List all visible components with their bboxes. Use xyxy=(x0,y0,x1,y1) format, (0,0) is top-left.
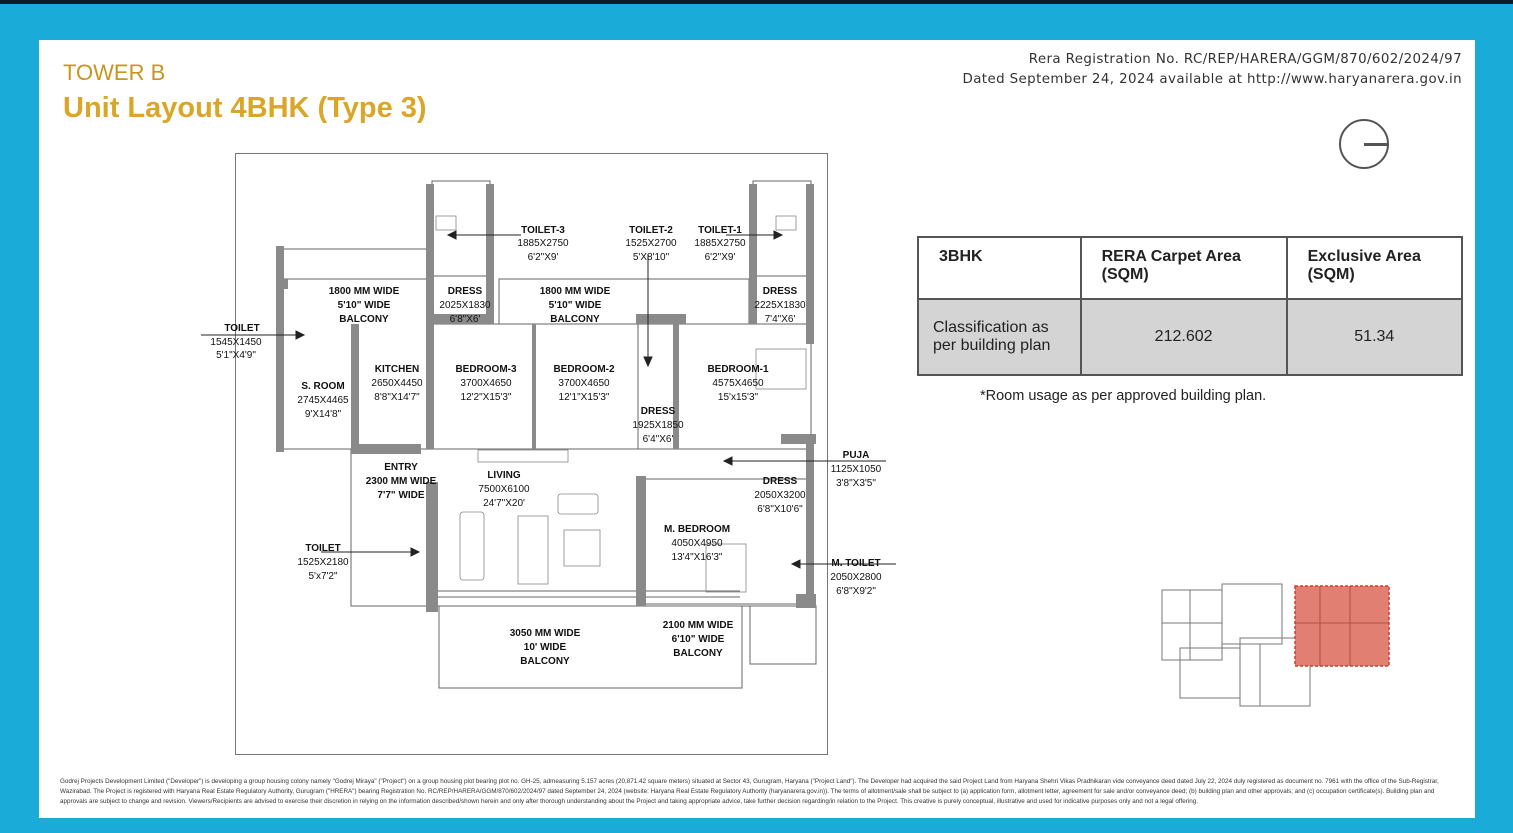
rera-line-2: Dated September 24, 2024 available at http://www.haryanarera.gov.in xyxy=(962,72,1462,87)
header-carpet-area: RERA Carpet Area (SQM) xyxy=(1081,237,1287,299)
plan-label-sroom xyxy=(297,381,349,420)
balcony-top-left xyxy=(281,249,431,279)
svg-text:6'2"X9': 6'2"X9' xyxy=(527,252,559,263)
svg-text:1800 MM WIDE: 1800 MM WIDE xyxy=(328,286,400,297)
plan-label-balcony-bottom xyxy=(510,628,581,667)
svg-text:TOILET-3: TOILET-3 xyxy=(521,225,565,236)
svg-text:PUJA: PUJA xyxy=(842,450,870,461)
svg-text:6'10" WIDE: 6'10" WIDE xyxy=(671,634,725,645)
svg-text:5'x7'2": 5'x7'2" xyxy=(308,571,338,582)
svg-text:1125X1050: 1125X1050 xyxy=(830,464,882,475)
living-outline xyxy=(351,449,811,606)
svg-text:24'7"X20': 24'7"X20' xyxy=(483,498,525,509)
svg-text:1800 MM WIDE: 1800 MM WIDE xyxy=(539,286,611,297)
svg-text:5'X8'10": 5'X8'10" xyxy=(632,252,670,263)
svg-text:1885X2750: 1885X2750 xyxy=(517,238,569,249)
tower-label: TOWER B xyxy=(63,60,166,85)
area-table-row xyxy=(918,299,1462,375)
highlighted-unit xyxy=(1295,586,1389,666)
plan-label-living xyxy=(478,470,530,509)
svg-text:2050X2800: 2050X2800 xyxy=(830,572,882,583)
svg-text:6'2"X9': 6'2"X9' xyxy=(704,252,736,263)
plan-label-dress-mbed xyxy=(754,476,806,515)
svg-text:KITCHEN: KITCHEN xyxy=(374,364,420,375)
compass-needle xyxy=(1364,143,1388,146)
svg-text:3050 MM WIDE: 3050 MM WIDE xyxy=(509,628,581,639)
svg-text:TOILET: TOILET xyxy=(224,323,260,334)
svg-text:2225X1830: 2225X1830 xyxy=(754,300,806,311)
svg-text:2050X3200: 2050X3200 xyxy=(754,490,806,501)
plan-label-toilet2 xyxy=(625,225,677,263)
svg-text:2650X4450: 2650X4450 xyxy=(371,378,423,389)
svg-text:5'10" WIDE: 5'10" WIDE xyxy=(337,300,391,311)
floor-plan xyxy=(210,153,882,755)
svg-text:8'8"X14'7": 8'8"X14'7" xyxy=(374,392,420,403)
svg-text:7'7" WIDE: 7'7" WIDE xyxy=(377,490,425,501)
plan-label-bedroom2 xyxy=(553,364,615,403)
svg-text:TOILET: TOILET xyxy=(305,543,341,554)
svg-text:BALCONY: BALCONY xyxy=(339,314,389,325)
row-label: Classification as per building plan xyxy=(918,299,1081,375)
plan-label-mbedroom xyxy=(664,524,730,563)
floor-plan-drawing xyxy=(210,154,882,756)
exclusive-area-value: 51.34 xyxy=(1287,299,1462,375)
balcony-top-mid xyxy=(499,279,749,324)
svg-text:6'8"X10'6": 6'8"X10'6" xyxy=(757,504,803,515)
svg-text:2100 MM WIDE: 2100 MM WIDE xyxy=(662,620,734,631)
svg-text:BEDROOM-1: BEDROOM-1 xyxy=(707,364,769,375)
svg-text:10' WIDE: 10' WIDE xyxy=(523,642,567,653)
key-plan xyxy=(1160,578,1392,712)
plan-label-balcony-bottom2 xyxy=(663,620,734,659)
svg-text:BALCONY: BALCONY xyxy=(550,314,600,325)
north-compass-icon xyxy=(1339,119,1389,169)
svg-text:BEDROOM-2: BEDROOM-2 xyxy=(553,364,615,375)
top-border xyxy=(0,0,1513,4)
svg-text:15'x15'3": 15'x15'3" xyxy=(717,392,759,403)
svg-text:1525X2180: 1525X2180 xyxy=(297,557,349,568)
plan-label-balcony-left xyxy=(329,286,400,325)
plan-label-toilet-lower xyxy=(297,543,349,582)
header-exclusive-area: Exclusive Area (SQM) xyxy=(1287,237,1462,299)
area-table-header-row xyxy=(918,237,1462,299)
svg-text:4050X4950: 4050X4950 xyxy=(671,538,723,549)
plan-label-kitchen xyxy=(371,364,423,403)
plan-label-toilet3 xyxy=(517,225,569,263)
svg-text:DRESS: DRESS xyxy=(762,476,798,487)
svg-text:7500X6100: 7500X6100 xyxy=(478,484,530,495)
svg-text:6'8"X6': 6'8"X6' xyxy=(449,314,481,325)
svg-text:7'4"X6': 7'4"X6' xyxy=(764,314,796,325)
svg-text:12'1"X15'3": 12'1"X15'3" xyxy=(558,392,610,403)
area-table xyxy=(917,236,1463,376)
balcony-bottom xyxy=(439,606,742,688)
shaft-left xyxy=(432,181,490,276)
svg-text:3'8"X3'5": 3'8"X3'5" xyxy=(836,478,876,489)
plan-label-mtoilet xyxy=(830,558,882,597)
plan-label-balcony-mid xyxy=(540,286,611,325)
svg-text:1525X2700: 1525X2700 xyxy=(625,238,677,249)
rera-registration xyxy=(962,50,1462,90)
svg-text:DRESS: DRESS xyxy=(447,286,483,297)
svg-text:1545X1450: 1545X1450 xyxy=(210,337,262,348)
svg-text:LIVING: LIVING xyxy=(487,470,521,481)
plan-label-dress-right xyxy=(754,286,806,325)
svg-text:5'10" WIDE: 5'10" WIDE xyxy=(548,300,602,311)
svg-text:2300 MM WIDE: 2300 MM WIDE xyxy=(365,476,437,487)
svg-text:BEDROOM-3: BEDROOM-3 xyxy=(455,364,517,375)
svg-text:6'8"X9'2": 6'8"X9'2" xyxy=(836,586,876,597)
svg-text:6'4"X6': 6'4"X6' xyxy=(642,434,674,445)
svg-text:ENTRY: ENTRY xyxy=(384,462,418,473)
svg-text:TOILET-1: TOILET-1 xyxy=(698,225,742,236)
svg-text:4575X4650: 4575X4650 xyxy=(712,378,764,389)
svg-text:S. ROOM: S. ROOM xyxy=(301,381,345,392)
balcony-bottom-right xyxy=(750,606,816,664)
svg-text:M. TOILET: M. TOILET xyxy=(831,558,881,569)
svg-text:DRESS: DRESS xyxy=(762,286,798,297)
shaft-right xyxy=(753,181,811,276)
svg-text:12'2"X15'3": 12'2"X15'3" xyxy=(460,392,512,403)
svg-text:DRESS: DRESS xyxy=(640,406,676,417)
unit-layout-title: Unit Layout 4BHK (Type 3) xyxy=(63,92,427,124)
svg-text:TOILET-2: TOILET-2 xyxy=(629,225,673,236)
svg-text:13'4"X16'3": 13'4"X16'3" xyxy=(671,552,723,563)
svg-text:9'X14'8": 9'X14'8" xyxy=(304,409,342,420)
header-type: 3BHK xyxy=(918,237,1081,299)
svg-text:3700X4650: 3700X4650 xyxy=(460,378,512,389)
svg-text:3700X4650: 3700X4650 xyxy=(558,378,610,389)
svg-text:M. BEDROOM: M. BEDROOM xyxy=(663,524,731,535)
svg-text:5'1"X4'9": 5'1"X4'9" xyxy=(216,350,256,361)
legal-disclaimer: Godrej Projects Development Limited ("Developer") is developing a group housing colony namely "Godrej Miraya" ("Project") on a group housing plot bearing plot no. GH-25, admeasuring 5.157 acres (20,871.42 square meters) situated at Sector 43, Gurugram, Haryana ("Project Land"). The Developer had acquired the said Project Land from Haryana Shehri Vikas Pradhikaran vide conveyance deed dated July 22, 2024 duly registered as document no. 7961 with the office of the Sub-Registrar, Wazirabad. The Project is registered with Haryana Real Estate Regulatory Authority, Gurugram ("HRERA") bearing Registration No. RC/REP/HARERA/GGM/870/602/2024/97 dated September 24, 2024 (website: Haryana Real Estate Regulatory Authority (haryanarera.gov.in)). The terms of allotment/sale shall be subject to (a) application form, allotment letter, agreement for sale and/or conveyance deed; (b) building plan and other approvals; and (c) occupation certificate(s). Building plan and approvals are subject to change and revision. Viewers/Recipients are advised to exercise their discretion in relying on the information described/shown herein and only after thorough understanding about the Project and taking appropriate advice, take further decision regarding/in relation to the Project. This creative is purely conceptual, illustrative and used for indicative purposes only and not a legal offering. xyxy=(60,778,1439,805)
svg-text:BALCONY: BALCONY xyxy=(520,656,570,667)
room-usage-note: *Room usage as per approved building plan. xyxy=(980,388,1267,404)
rera-line-1: Rera Registration No. RC/REP/HARERA/GGM/870/602/2024/97 xyxy=(1028,52,1462,67)
plan-label-toilet1 xyxy=(694,225,746,263)
plan-label-bedroom3 xyxy=(455,364,517,403)
svg-text:1925X1850: 1925X1850 xyxy=(632,420,684,431)
svg-text:1885X2750: 1885X2750 xyxy=(694,238,746,249)
svg-text:2025X1830: 2025X1830 xyxy=(439,300,491,311)
plan-label-bedroom1 xyxy=(707,364,769,403)
carpet-area-value: 212.602 xyxy=(1081,299,1287,375)
plan-label-entry xyxy=(366,462,437,501)
svg-text:BALCONY: BALCONY xyxy=(673,648,723,659)
svg-text:2745X4465: 2745X4465 xyxy=(297,395,349,406)
